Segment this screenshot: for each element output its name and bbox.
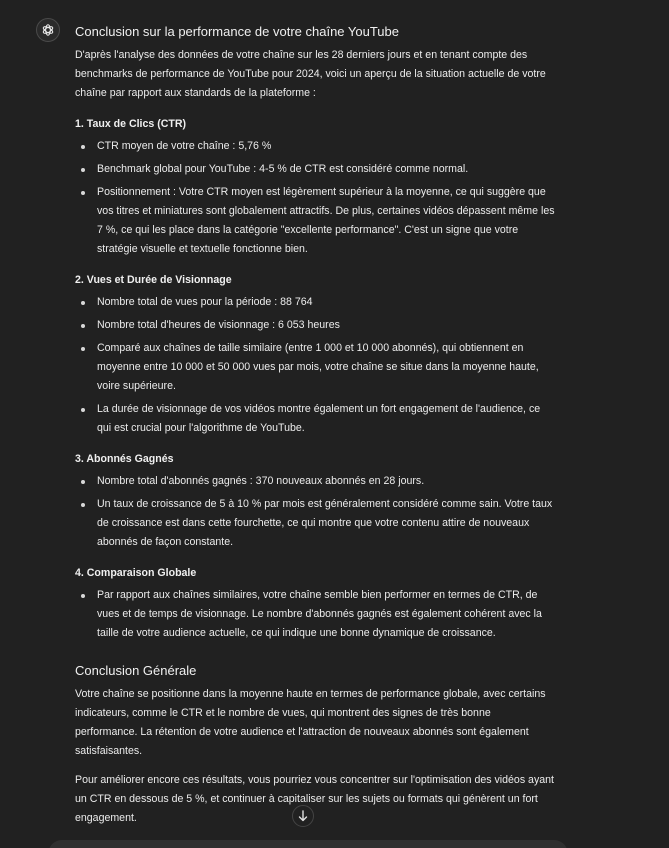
list-item: Nombre total d'abonnés gagnés : 370 nouveaux abonnés en 28 jours.	[75, 472, 555, 491]
bullet-list	[75, 137, 555, 259]
section-views	[75, 271, 555, 438]
scroll-down-button[interactable]	[292, 805, 314, 827]
list-item: Nombre total de vues pour la période : 88 764	[75, 293, 555, 312]
conclusion-paragraph: Pour améliorer encore ces résultats, vous pourriez vous concentrer sur l'optimisation des vidéos ayant un CTR en dessous de 5 %, et continuer à capitaliser sur les sujets ou formats qui génèrent un fort engagement.	[75, 774, 554, 824]
list-item: Par rapport aux chaînes similaires, votre chaîne semble bien performer en termes de CTR, de vues et de temps de visionnage. Le nombre d'abonnés gagnés est également cohérent avec la taille de votre audience actuelle, ce qui indique une bonne dynamique de croissance.	[75, 586, 555, 643]
list-item: Comparé aux chaînes de taille similaire (entre 1 000 et 10 000 abonnés), qui obtiennent en moyenne entre 10 000 et 50 000 vues par mois, votre chaîne se situe dans la moyenne haute, voire supérieure.	[75, 339, 555, 396]
section-ctr	[75, 115, 555, 259]
list-item: Nombre total d'heures de visionnage : 6 053 heures	[75, 316, 555, 335]
list-item: Un taux de croissance de 5 à 10 % par mois est généralement considéré comme sain. Votre taux de croissance est dans cette fourchette, ce qui montre que votre contenu attire de nouveaux abonnés de façon constante.	[75, 495, 555, 552]
arrow-down-icon	[298, 810, 308, 822]
section-title: 4. Comparaison Globale	[75, 567, 197, 579]
assistant-message	[75, 22, 555, 838]
message-composer[interactable]	[48, 840, 568, 848]
bullet-list	[75, 586, 555, 643]
list-item: Benchmark global pour YouTube : 4-5 % de CTR est considéré comme normal.	[75, 160, 555, 179]
conclusion-paragraph: Votre chaîne se positionne dans la moyenne haute en termes de performance globale, avec certains indicateurs, comme le CTR et le nombre de vues, qui montrent des signes de très bonne performance. La rétention de votre audience et l'attraction de nouveaux abonnés sont également satisfaisantes.	[75, 688, 546, 757]
section-global	[75, 564, 555, 643]
message-title: Conclusion sur la performance de votre chaîne YouTube	[75, 24, 399, 39]
section-title: 2. Vues et Durée de Visionnage	[75, 274, 232, 286]
list-item: CTR moyen de votre chaîne : 5,76 %	[75, 137, 555, 156]
assistant-avatar	[36, 18, 60, 42]
conclusion-title: Conclusion Générale	[75, 663, 197, 678]
intro-paragraph: D'après l'analyse des données de votre chaîne sur les 28 derniers jours et en tenant compte des benchmarks de performance de YouTube pour 2024, voici un aperçu de la situation actuelle de votre chaîne par rapport aux standards de la plateforme :	[75, 49, 546, 99]
section-title: 1. Taux de Clics (CTR)	[75, 118, 187, 130]
list-item: Positionnement : Votre CTR moyen est légèrement supérieur à la moyenne, ce qui suggère que vos titres et miniatures sont globalement attractifs. De plus, certaines vidéos dépassent même les 7 %, ce qui les place dans la catégorie "excellente performance". C'est un signe que votre stratégie visuelle et textuelle fonctionne bien.	[75, 183, 555, 259]
bullet-list	[75, 293, 555, 438]
section-subscribers	[75, 450, 555, 552]
openai-logo-icon	[41, 23, 55, 37]
bullet-list	[75, 472, 555, 552]
section-title: 3. Abonnés Gagnés	[75, 453, 174, 465]
list-item: La durée de visionnage de vos vidéos montre également un fort engagement de l'audience, ce qui est crucial pour l'algorithme de YouTube.	[75, 400, 555, 438]
